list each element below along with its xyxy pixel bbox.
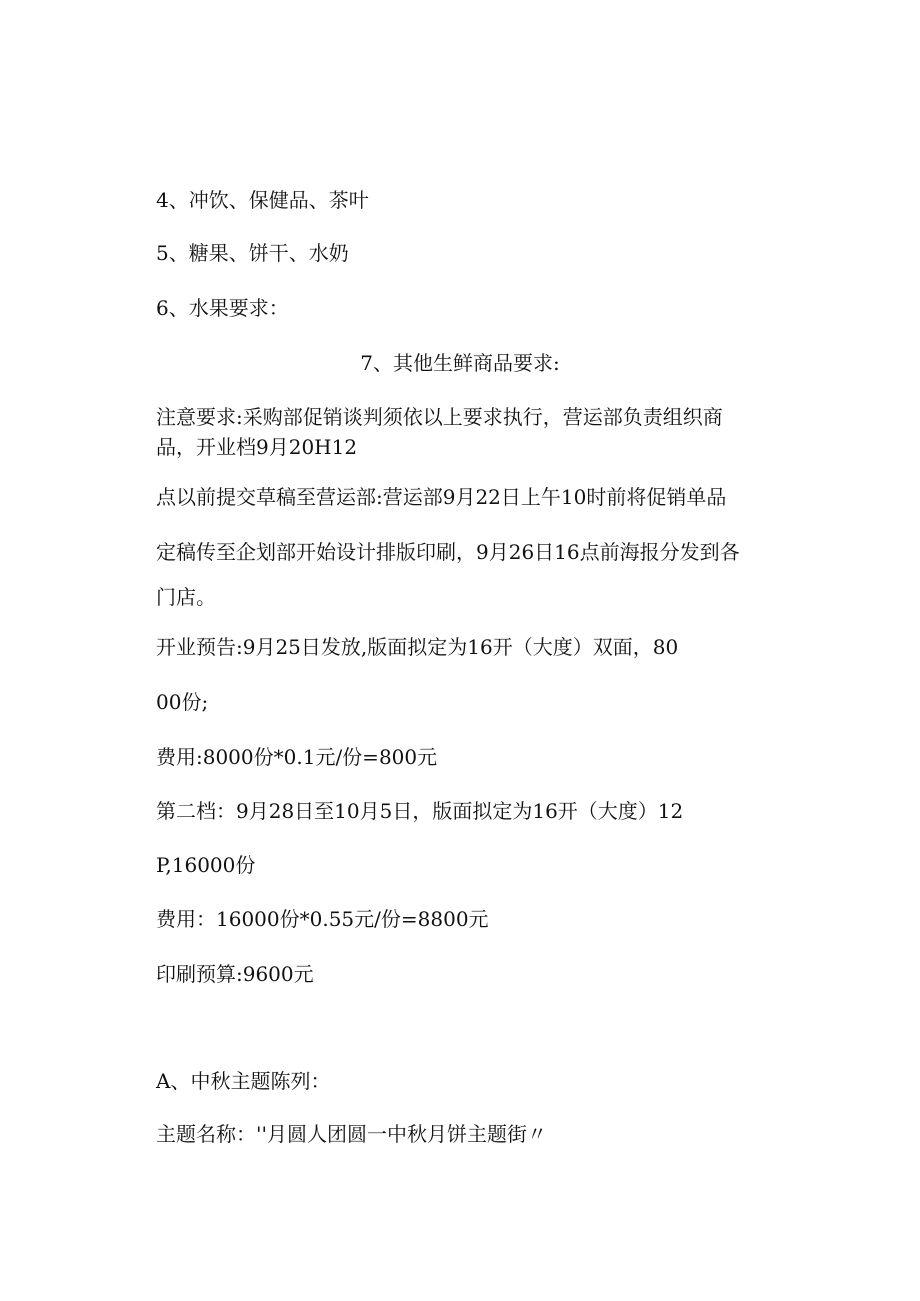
opening-preview-line-1: 开业预告:9月25日发放,版面拟定为16开（大度）双面，80 [156, 635, 679, 659]
print-budget-line: 印刷预算:9600元 [156, 962, 314, 986]
opening-preview-line-2: 00份; [156, 690, 209, 714]
list-item-fruit: 6、水果要求： [156, 296, 289, 320]
second-period-line-1: 第二档：9月28日至10月5日，版面拟定为16开（大度）12 [156, 799, 684, 823]
list-item-beverages: 4、冲饮、保健品、茶叶 [156, 188, 369, 212]
notice-paragraph-line-2: 品，开业档9月20H12 [156, 435, 358, 459]
notice-paragraph-line-5: 门店。 [156, 585, 216, 609]
second-period-line-2: P,16000份 [156, 853, 256, 877]
theme-name-line: 主题名称：''月圆人团圆一中秋月饼主题街〃 [156, 1122, 547, 1146]
list-item-fresh-goods: 7、其他生鲜商品要求: [360, 351, 560, 375]
notice-paragraph-line-4: 定稿传至企划部开始设计排版印刷，9月26日16点前海报分发到各 [156, 540, 740, 564]
section-heading-mid-autumn: A、中秋主题陈列： [156, 1069, 331, 1093]
opening-cost-line: 费用:8000份*0.1元/份=800元 [156, 745, 438, 769]
list-item-candy: 5、糖果、饼干、水奶 [156, 241, 349, 265]
notice-paragraph-line-3: 点以前提交草稿至营运部:营运部9月22日上午10时前将促销单品 [156, 485, 727, 509]
second-period-cost-line: 费用：16000份*0.55元/份=8800元 [156, 907, 489, 931]
notice-paragraph-line-1: 注意要求:采购部促销谈判须依以上要求执行，营运部负责组织商 [156, 405, 723, 429]
